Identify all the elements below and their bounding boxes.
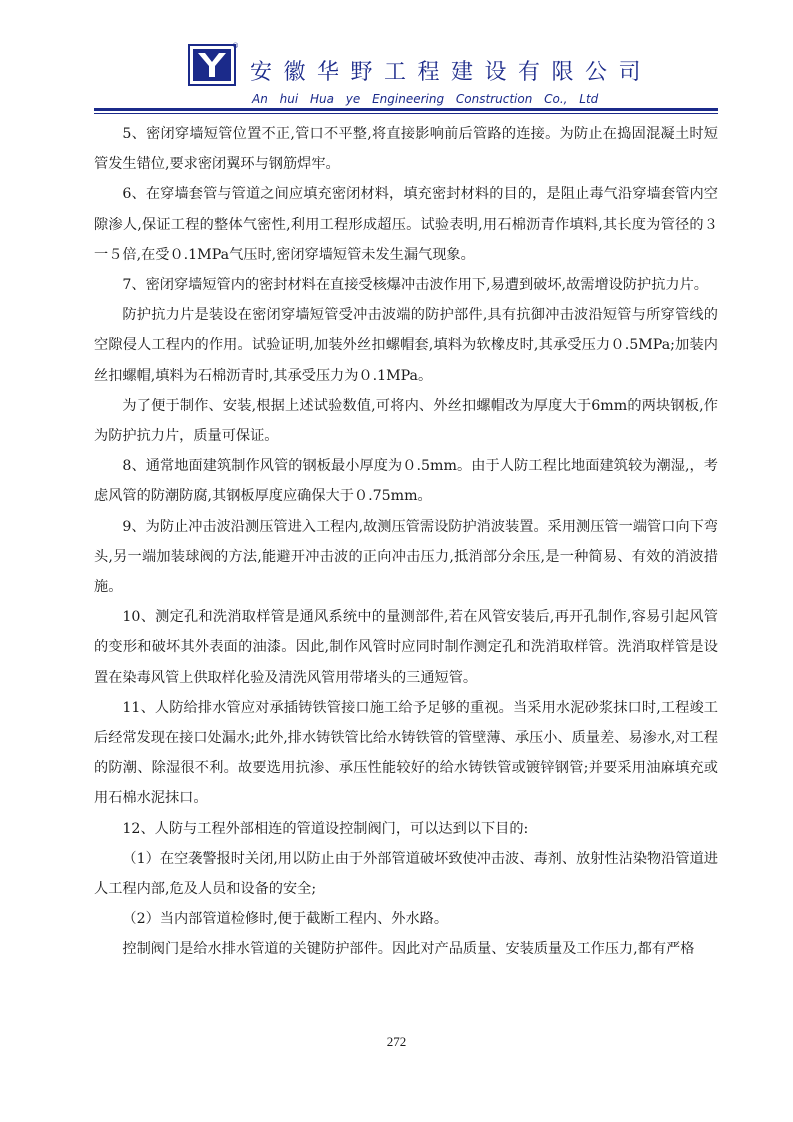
company-logo xyxy=(188,44,236,86)
paragraph: 9、为防止冲击波沿测压管进入工程内,故测压管需设防护消波装置。采用测压管一端管口向下弯头,另一端加装球阀的方法,能避开冲击波的正向冲击压力,抵消部分余压,是一种简易、有效的消波措施。 xyxy=(94,518,718,596)
company-name-en: An hui Hua ye Engineering Construction Co., Ltd xyxy=(252,92,599,106)
header-rule-thin xyxy=(94,113,718,114)
document-body xyxy=(94,119,718,965)
paragraph: 7、密闭穿墙短管内的密封材料在直接受核爆冲击波作用下,易遭到破坏,故需增设防护抗力片。 xyxy=(122,277,708,294)
company-name-cn: 安徽华野工程建设有限公司 xyxy=(250,60,653,85)
paragraph: （1）在空袭警报时关闭,用以防止由于外部管道破坏致使冲击波、毒剂、放射性沾染物沿管道进人工程内部,危及人员和设备的安全; xyxy=(94,850,718,898)
page-number: 272 xyxy=(386,1034,407,1049)
letterhead xyxy=(0,0,793,118)
paragraph: 为了便于制作、安装,根据上述试验数值,可将内、外丝扣螺帽改为厚度大于6mm的两块钢板,作为防护抗力片，质量可保证。 xyxy=(94,397,718,445)
paragraph: 11、人防给排水管应对承插铸铁管接口施工给予足够的重视。当采用水泥砂浆抹口时,工程竣工后经常发现在接口处漏水;此外,排水铸铁管比给水铸铁管的管壁薄、承压小、质量差、易渗水,对工程的防潮、除湿很不利。故要选用抗渗、承压性能较好的给水铸铁管或镀锌钢管;并要采用油麻填充或用石棉水泥抹口。 xyxy=(94,699,718,807)
paragraph: （2）当内部管道检修时,便于截断工程内、外水路。 xyxy=(122,911,449,928)
paragraph: 6、在穿墙套管与管道之间应填充密闭材料，填充密封材料的目的，是阻止毒气沿穿墙套管内空隙渗人,保证工程的整体气密性,利用工程形成超压。试验表明,用石棉沥青作填料,其长度为管径的３一５倍,在受０.1MPa气压时,密闭穿墙短管未发生漏气现象。 xyxy=(94,186,718,263)
header-rule-thick xyxy=(94,108,718,111)
registered-mark: ® xyxy=(232,42,239,50)
paragraph: 防护抗力片是装设在密闭穿墙短管受冲击波端的防护部件,具有抗御冲击波沿短管与所穿管线的空隙侵人工程内的作用。试验证明,加装外丝扣螺帽套,填料为软橡皮时,其承受压力０.5MPa;加装内丝扣螺帽,填料为石棉沥青时,其承受压力为０.1MPa。 xyxy=(94,307,718,384)
paragraph: 10、测定孔和洗消取样管是通风系统中的量测部件,若在风管安装后,再开孔制作,容易引起风管的变形和破坏其外表面的油漆。因此,制作风管时应同时制作测定孔和洗消取样管。洗消取样管是设置在染毒风管上供取样化验及清洗风管用带堵头的三通短管。 xyxy=(94,609,718,686)
paragraph: 12、人防与工程外部相连的管道设控制阀门，可以达到以下目的: xyxy=(122,820,529,837)
paragraph: 控制阀门是给水排水管道的关键防护部件。因此对产品质量、安装质量及工作压力,都有严格 xyxy=(122,941,695,958)
paragraph: 5、密闭穿墙短管位置不正,管口不平整,将直接影响前后管路的连接。为防止在捣固混凝土时短管发生错位,要求密闭翼环与钢筋焊牢。 xyxy=(94,126,718,173)
paragraph: 8、通常地面建筑制作风管的钢板最小厚度为０.5mm。由于人防工程比地面建筑较为潮湿,，考虑风管的防潮防腐,其钢板厚度应确保大于０.75mm。 xyxy=(94,458,718,505)
